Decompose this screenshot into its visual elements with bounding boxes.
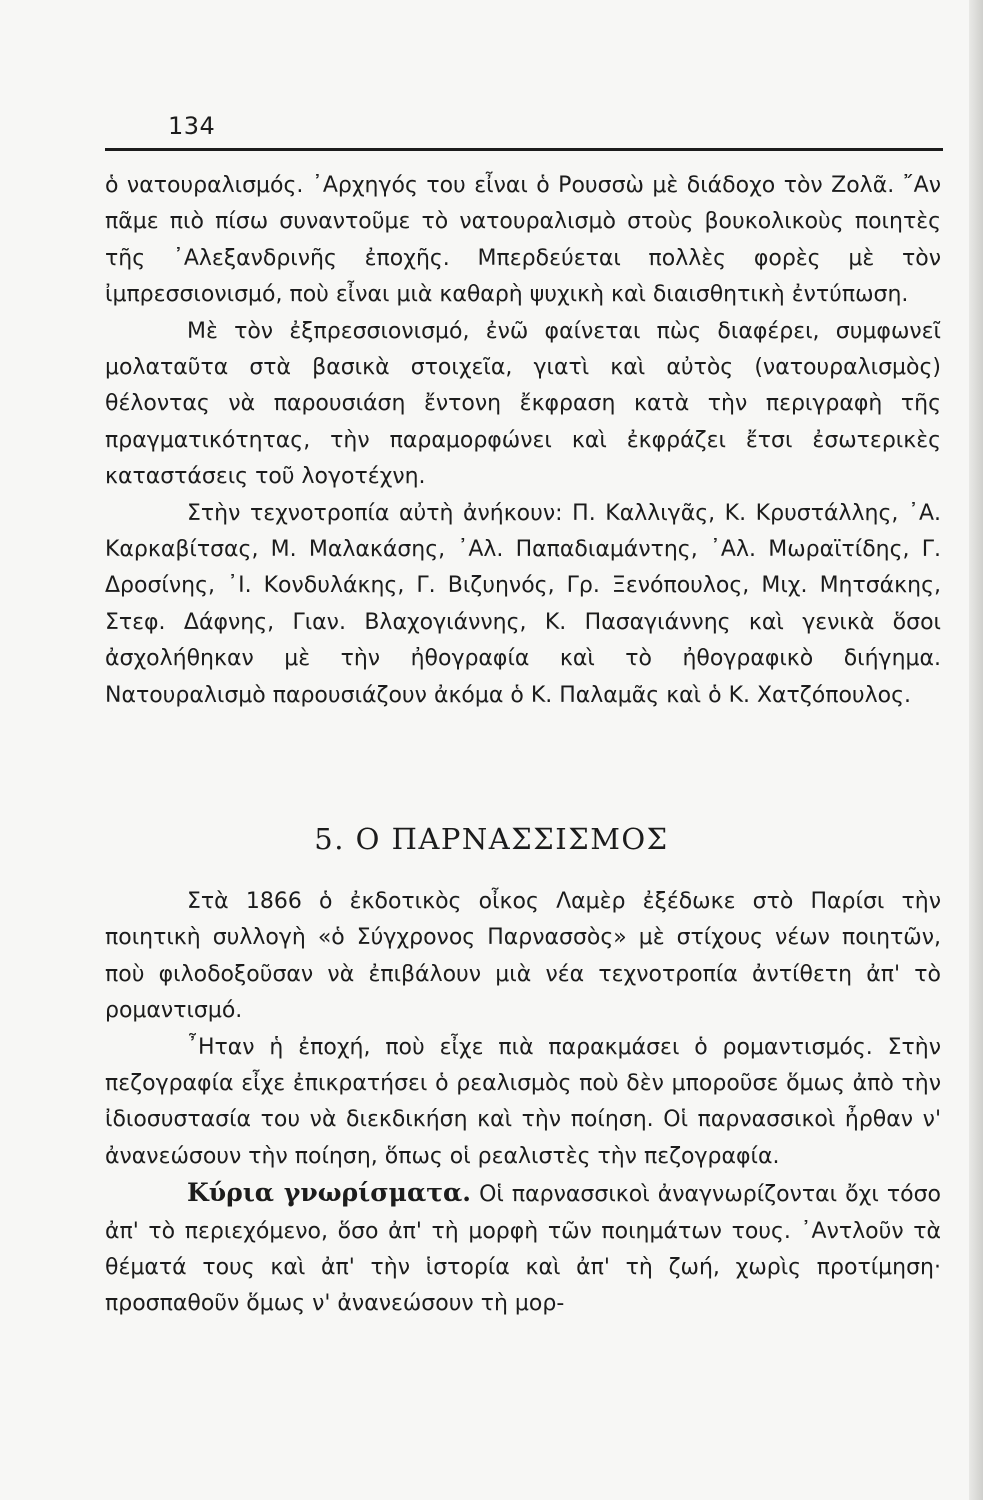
paragraph-4: Στὰ 1866 ὁ ἐκδοτικὸς οἶκος Λαμὲρ ἐξέδωκε στὸ Παρίσι τὴν ποιητικὴ συλλογὴ «ὁ Σύγχρονος Παρνασσὸς» μὲ στίχους νέων ποιητῶν, ποὺ φιλοδοξοῦσαν νὰ ἐπιβάλουν μιὰ νέα τεχνοτροπία ἀντίθετη ἀπ' τὸ ρομαντισμό. xyxy=(105,889,941,1024)
header-rule xyxy=(105,148,943,151)
paragraph-2: Μὲ τὸν ἐξπρεσσιονισμό, ἐνῶ φαίνεται πὼς διαφέρει, συμφωνεῖ μολαταῦτα στὰ βασικὰ στοιχεῖα, γιατὶ καὶ αὐτὸς (νατουραλισμὸς) θέλοντας νὰ παρουσιάση ἔντονη ἔκφραση κατὰ τὴν περιγραφὴ τῆς πραγματικότητας, τὴν παραμορφώνει καὶ ἐκφράζει ἔτσι ἐσωτερικὲς καταστάσεις τοῦ λογοτέχνη. xyxy=(105,318,941,490)
paragraph-1: ὁ νατουραλισμός. ᾿Αρχηγός του εἶναι ὁ Ρουσσὼ μὲ διάδοχο τὸν Ζολᾶ. ῎Αν πᾶμε πιὸ πίσω συναντοῦμε τὸ νατουραλισμὸ στοὺς βουκολικοὺς ποιητὲς τῆς ᾿Αλεξανδρινῆς ἐποχῆς. Μπερδεύεται πολλὲς φορὲς μὲ τὸν ἰμπρεσσιονισμό, ποὺ εἶναι μιὰ καθαρὴ ψυχικὴ καὶ διαισθητικὴ ἐντύπωση. xyxy=(105,173,941,308)
body-text-bottom xyxy=(105,884,941,1323)
paragraph-5: ῏Ηταν ἡ ἐποχή, ποὺ εἶχε πιὰ παρακμάσει ὁ ρομαντισμός. Στὴν πεζογραφία εἶχε ἐπικρατήσει ὁ ρεαλισμὸς ποὺ δὲν μποροῦσε ὅμως ἀπὸ τὴν ἰδιοσυστασία του νὰ διεκδικήση καὶ τὴν ποίηση. Οἱ παρνασσικοὶ ἦρθαν ν' ἀνανεώσουν τὴν ποίηση, ὅπως οἱ ρεαλιστὲς τὴν πεζογραφία. xyxy=(105,1034,941,1169)
body-text-top xyxy=(105,168,941,714)
page-edge-shadow xyxy=(969,0,983,1500)
section-heading: 5. Ο ΠΑΡΝΑΣΣΙΣΜΟΣ xyxy=(314,822,669,856)
page-number: 134 xyxy=(168,112,216,140)
paragraph-3: Στὴν τεχνοτροπία αὐτὴ ἀνήκουν: Π. Καλλιγᾶς, Κ. Κρυστάλλης, ᾿Α. Καρκαβίτσας, Μ. Μαλακάσης, ᾿Αλ. Παπαδιαμάντης, ᾿Αλ. Μωραϊτίδης, Γ. Δροσίνης, ᾿Ι. Κονδυλάκης, Γ. Βιζυηνός, Γρ. Ξενόπουλος, Μιχ. Μητσάκης, Στεφ. Δάφνης, Γιαν. Βλαχογιάννης, Κ. Πασαγιάννης καὶ γενικὰ ὅσοι ἀσχολήθηκαν μὲ τὴν ἠθογραφία καὶ τὸ ἠθογραφικὸ διήγημα. Νατουραλισμὸ παρουσιάζουν ἀκόμα ὁ Κ. Παλαμᾶς καὶ ὁ Κ. Χατζόπουλος. xyxy=(105,500,941,708)
paragraph-6-text: Οἱ παρνασσικοὶ ἀναγνωρίζονται ὄχι τόσο ἀπ' τὸ περιεχόμενο, ὅσο ἀπ' τὴ μορφὴ τῶν ποιημάτων τους. ᾿Αντλοῦν τὰ θέματά τους καὶ ἀπ' τὴν ἱστορία καὶ ἀπ' τὴ ζωή, χωρὶς προτίμηση· προσπαθοῦν ὅμως ν' ἀνανεώσουν τὴ μορ- xyxy=(105,1182,941,1317)
paragraph-6 xyxy=(105,1175,941,1323)
lead-heading: Κύρια γνωρίσματα. xyxy=(187,1178,471,1208)
